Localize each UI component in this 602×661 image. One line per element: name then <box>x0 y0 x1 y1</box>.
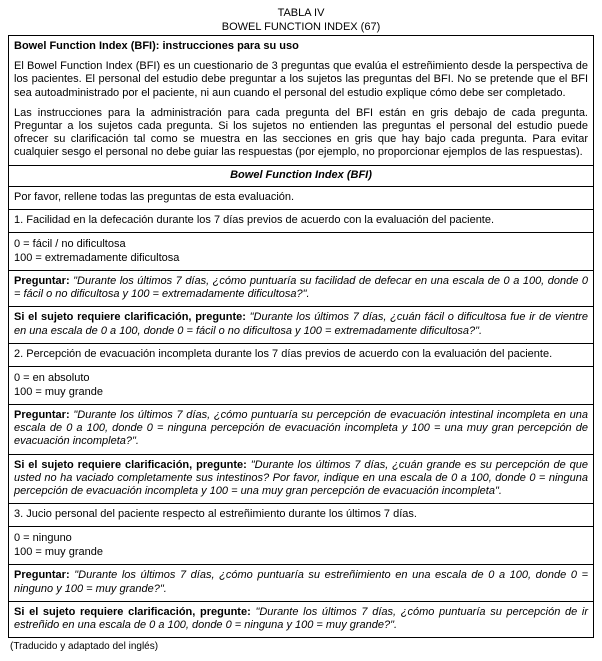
question-2-scale-high: 100 = muy grande <box>14 386 103 399</box>
question-3-clarify-text: "Durante los últimos 7 días, ¿cómo puntuaría su percepción de ir estreñido en una escala de 0 a 100, donde 0 = ninguna y 100 = muy grande?". <box>14 605 589 632</box>
question-2-ask-text: "Durante los últimos 7 días, ¿cómo puntuaría su percepción de evacuación intestinal incompleta en una escala de 0 a 100, donde 0 = ninguna percepción de evacuación incompleta y 100 = una muy gran percepción de evacuación incompleta?". <box>14 409 588 448</box>
question-3-scale-high: 100 = muy grande <box>14 546 103 559</box>
question-3-clarify <box>9 602 593 637</box>
table-footnote: (Traducido y adaptado del inglés) <box>10 641 159 653</box>
clarify-label: Si el sujeto requiere clarificación, pregunte: <box>14 458 247 471</box>
question-1-scale-high: 100 = extremadamente dificultosa <box>14 252 180 265</box>
table-number: TABLA IV <box>277 7 325 19</box>
question-2-scale <box>9 367 593 405</box>
question-3-ask-text: "Durante los últimos 7 días, ¿cómo puntuaría su estreñimiento en una escala de 0 a 100, donde 0 = ninguno y 100 = muy grande?". <box>14 569 589 595</box>
question-1-ask <box>9 271 593 307</box>
bfi-table <box>8 35 594 638</box>
intro-heading <box>14 40 588 53</box>
ask-label: Preguntar: <box>14 409 70 422</box>
question-2-clarify <box>9 455 593 505</box>
question-1-scale <box>9 233 593 271</box>
ask-label: Preguntar: <box>14 275 70 288</box>
ask-label: Preguntar: <box>14 569 70 582</box>
question-1-clarify-text: "Durante los últimos 7 días, ¿cuán fácil o dificultosa fue ir de vientre en una escala de 0 a 100, donde 0 = fácil o no dificultosa y 100 = extremadamente dificultosa?". <box>14 311 588 337</box>
question-1-ask-text: "Durante los últimos 7 días, ¿cómo puntuaría su facilidad de defecar en una escala de 0 a 100, donde 0 = fácil o no dificultosa y 100 = extremadamente dificultosa?". <box>14 275 588 301</box>
table-title: BOWEL FUNCTION INDEX (67) <box>221 21 381 33</box>
clarify-label: Si el sujeto requiere clarificación, pregunte: <box>14 605 251 618</box>
question-3-scale <box>9 527 593 565</box>
intro-heading-text: Bowel Function Index (BFI): instrucciones para su uso <box>14 40 299 52</box>
question-3-scale-low: 0 = ninguno <box>14 532 72 545</box>
question-1-scale-low: 0 = fácil / no dificultosa <box>14 238 126 251</box>
fill-instruction: Por favor, rellene todas las preguntas de esta evaluación. <box>9 187 593 210</box>
intro-paragraph-2: Las instrucciones para la administración para cada pregunta del BFI están en gris debajo de cada pregunta. Preguntar a los sujetos cada pregunta. Si los sujetos no entienden las preguntas el personal del estudio puede ofrecer su clarificación tal como se muestra en las secciones en gris que hay bajo cada pregunta. Para evitar cualquier sesgo el personal no debe guiar las respuestas (por ejemplo, no proporcionar ejemplos de las respuestas). <box>14 106 588 159</box>
question-2-scale-low: 0 = en absoluto <box>14 372 90 385</box>
section-title: Bowel Function Index (BFI) <box>9 166 593 187</box>
question-1-clarify <box>9 307 593 343</box>
intro-paragraph-1: El Bowel Function Index (BFI) es un cuestionario de 3 preguntas que evalúa el estreñimiento desde la perspectiva de los pacientes. El personal del estudio debe preguntar a los sujetos las preguntas del BFI. No se pretende que el BFI sea autoadministrado por el paciente, ni aun cuando el personal del estudio explique cómo debe ser completado. <box>14 60 588 99</box>
clarify-label: Si el sujeto requiere clarificación, pregunte: <box>14 311 246 324</box>
question-2-clarify-text: "Durante los últimos 7 días, ¿cuán grande es su percepción de que usted no ha vaciado completamente sus intestinos? Por favor, indique en una escala de 0 a 100, donde 0 = ninguna percepción de evacuación incompleta y 100 = una muy gran percepción de evacuación incompleta". <box>14 458 588 498</box>
table-caption <box>8 6 594 34</box>
intro-block <box>9 36 593 166</box>
question-1-prompt: 1. Facilidad en la defecación durante los 7 días previos de acuerdo con la evaluación del paciente. <box>9 210 593 233</box>
question-3-prompt: 3. Jucio personal del paciente respecto al estreñimiento durante los últimos 7 días. <box>9 504 593 527</box>
question-2-prompt: 2. Percepción de evacuación incompleta durante los 7 días previos de acuerdo con la evaluación del paciente. <box>9 344 593 367</box>
question-3-ask <box>9 565 593 601</box>
question-2-ask <box>9 405 593 455</box>
